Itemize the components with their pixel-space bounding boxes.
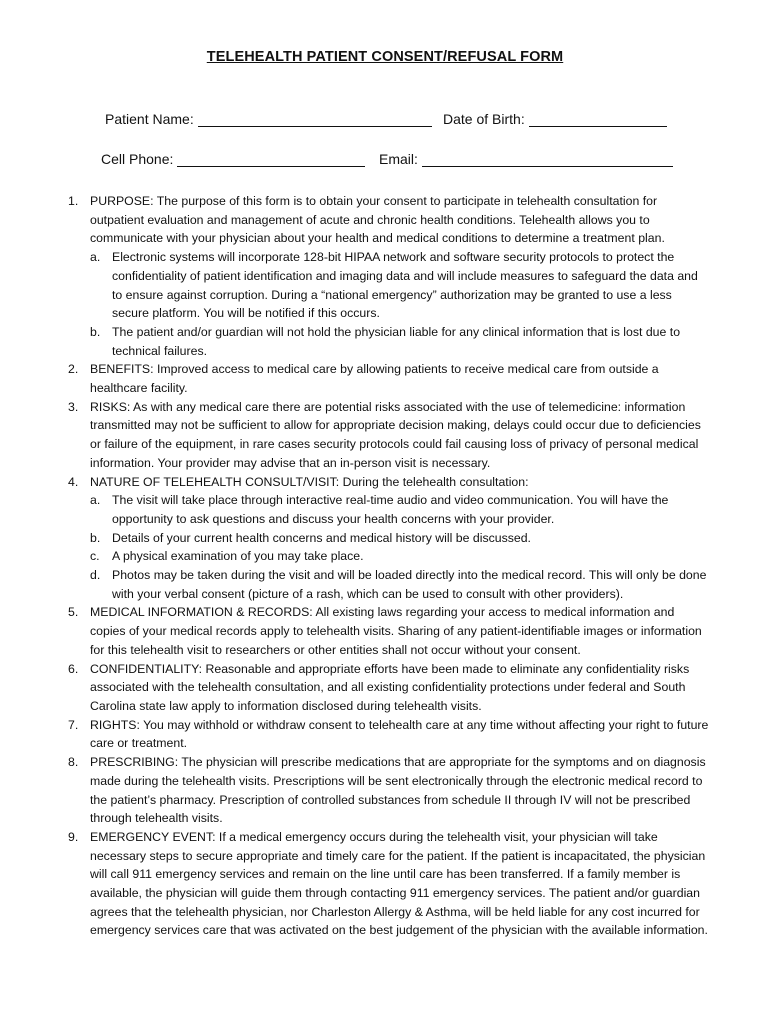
item-number: 1. xyxy=(68,194,79,208)
item-number: 2. xyxy=(68,362,79,377)
item-text: MEDICAL INFORMATION & RECORDS: All existing laws regarding your access to medical information and copies of your medical records apply to telehealth visits. Sharing of any patient-identifiable images or information for this telehealth visit to researchers or other entities shall not occur without your consent. xyxy=(90,605,702,657)
item-text: PRESCRIBING: The physician will prescribe medications that are appropriate for the symptoms and on diagnosis made during the telehealth visits. Prescriptions will be sent electronically through the electronic medical record to the patient’s pharmacy. Prescription of controlled substances from schedule II through IV will not be prescribed through telehealth visits. xyxy=(90,755,706,826)
cell-phone-row xyxy=(101,151,365,167)
list-item xyxy=(60,360,710,397)
sub-item-text: The visit will take place through interactive real-time audio and video communication. You will have the opportunity to ask questions and discuss your health concerns with your provider. xyxy=(112,493,669,526)
sub-item xyxy=(90,323,710,360)
sub-item-text: A physical examination of you may take place. xyxy=(112,549,364,564)
item-text: RISKS: As with any medical care there are potential risks associated with the use of telemedicine: information transmitted may not be sufficient to allow for appropriate decision making, delays could occur due to deficiencies or failure of the equipment, in rare cases security protocols could fail causing loss of privacy of personal medical information. Your provider may advise that an in-person visit is necessary. xyxy=(90,399,701,470)
item-number: 3. xyxy=(68,399,79,414)
sub-item-text: Photos may be taken during the visit and will be loaded directly into the medical record. This will only be done with your verbal consent (picture of a rash, which can be used to consult with other providers). xyxy=(112,568,707,601)
item-text: PURPOSE: The purpose of this form is to obtain your consent to participate in telehealth consultation for outpatient evaluation and management of acute and chronic health conditions. Telehealth allows you to communicate with your physician about your health and medical conditions to determine a treatment plan. xyxy=(90,194,665,246)
form-title: TELEHEALTH PATIENT CONSENT/REFUSAL FORM xyxy=(206,49,564,65)
email-row xyxy=(379,151,673,167)
sub-item-text: Electronic systems will incorporate 128-bit HIPAA network and software security protocols to protect the confidentiality of patient identification and imaging data and will include measures to safeguard the data and to ensure against corruption. During a “national emergency” authorization may be granted to use a less secure platform. You will be notified if this occurs. xyxy=(112,250,698,321)
list-item xyxy=(60,398,710,473)
terms-list xyxy=(60,192,710,940)
item-text: CONFIDENTIALITY: Reasonable and appropriate efforts have been made to eliminate any confidentiality risks associated with the telehealth consultation, and all existing confidentiality protections under federal and South Carolina state law apply to information disclosed during telehealth visits. xyxy=(90,661,690,713)
email-label: Email: xyxy=(379,151,418,167)
list-item xyxy=(60,660,710,716)
email-field[interactable] xyxy=(422,153,673,167)
cell-phone-label: Cell Phone: xyxy=(101,151,174,167)
patient-name-field[interactable] xyxy=(198,113,432,127)
dob-field[interactable] xyxy=(529,113,667,127)
sub-item-letter: c. xyxy=(90,549,100,564)
cell-phone-field[interactable] xyxy=(177,153,365,167)
item-text: BENEFITS: Improved access to medical care by allowing patients to receive medical care from outside a healthcare facility. xyxy=(90,362,659,396)
sub-item xyxy=(90,248,710,323)
dob-row xyxy=(443,111,667,127)
sub-item-letter: b. xyxy=(90,530,101,545)
sub-item xyxy=(90,566,710,603)
item-text: RIGHTS: You may withhold or withdraw consent to telehealth care at any time without affecting your right to future care or treatment. xyxy=(90,717,709,751)
list-item xyxy=(60,603,710,659)
sub-item-letter: d. xyxy=(90,568,101,583)
list-item xyxy=(60,753,710,828)
dob-label: Date of Birth: xyxy=(443,111,525,127)
item-number: 9. xyxy=(68,829,79,844)
item-text: EMERGENCY EVENT: If a medical emergency occurs during the telehealth visit, your physician will take necessary steps to secure appropriate and timely care for the patient. If the patient is incapacitated, the physician will call 911 emergency services and remain on the line until care has been transferred. If a family member is available, the physician will guide them through contacting 911 emergency services. The patient and/or guardian agrees that the telehealth physician, nor Charleston Allergy & Asthma, will be held liable for any cost incurred for emergency services care that was activated on the best judgement of the physician with the available information. xyxy=(90,829,708,938)
sub-item-letter: b. xyxy=(90,324,101,339)
sub-item-letter: a. xyxy=(90,493,101,508)
sub-item-text: The patient and/or guardian will not hold the physician liable for any clinical information that is lost due to technical failures. xyxy=(112,324,681,358)
item-number: 7. xyxy=(68,717,79,732)
sub-item xyxy=(90,547,710,566)
sub-item-text: Details of your current health concerns and medical history will be discussed. xyxy=(112,530,531,545)
sub-item xyxy=(90,529,710,548)
item-text: NATURE OF TELEHEALTH CONSULT/VISIT: During the telehealth consultation: xyxy=(90,474,529,489)
item-number: 5. xyxy=(68,605,79,620)
list-item xyxy=(60,828,710,940)
list-item xyxy=(60,716,710,753)
sub-item xyxy=(90,491,710,528)
item-number: 6. xyxy=(68,661,79,676)
list-item xyxy=(60,192,710,360)
patient-name-row xyxy=(105,111,432,127)
patient-name-label: Patient Name: xyxy=(105,111,194,127)
list-item xyxy=(60,473,710,604)
item-number: 4. xyxy=(68,474,79,489)
sub-item-letter: a. xyxy=(90,250,101,265)
item-number: 8. xyxy=(68,755,79,770)
